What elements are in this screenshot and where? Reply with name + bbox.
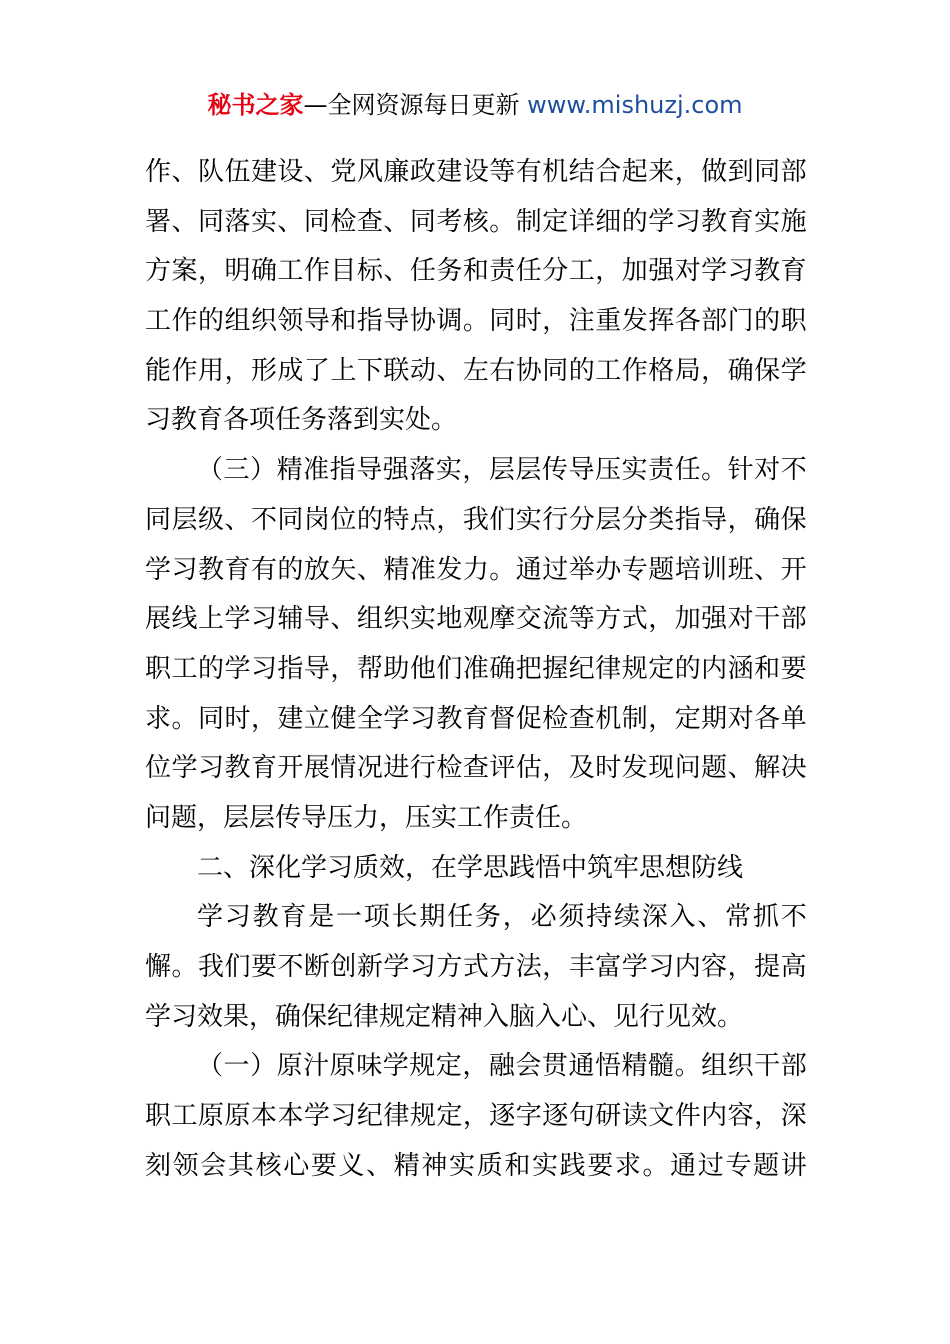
text-line: 署 、 同 落 实 、 同 检 查 、 同 考 核 。 制 定 详 细 的 学 习 教 育 实 施	[145, 206, 807, 237]
text-line: 作 、 队 伍 建 设 、 党 风 廉 政 建 设 等 有 机 结 合 起 来 ， 做 到 同 部	[145, 157, 807, 187]
text-line: 职 工 原 原 本 本 学 习 纪 律 规 定 ， 逐 字 逐 句 研 读 文 件 内 容 ， 深	[145, 1101, 807, 1132]
header-url-link[interactable]: www.mishuzj.com	[527, 91, 743, 119]
text-line: 工 作 的 组 织 领 导 和 指 导 协 调 。 同 时 ， 注 重 发 挥 各 部 门 的 职	[145, 306, 807, 337]
text-line: 懈 。 我 们 要 不 断 创 新 学 习 方 式 方 法 ， 丰 富 学 习 内 容 ， 提 高	[145, 952, 807, 982]
text-line: 方 案 ， 明 确 工 作 目 标 、 任 务 和 责 任 分 工 ， 加 强 对 学 习 教 育	[145, 256, 807, 287]
text-line: 问题，层层传导压力，压实工作责任。	[145, 802, 588, 833]
text-line: 求 。 同 时 ， 建 立 健 全 学 习 教 育 督 促 检 查 机 制 ， 定 期 对 各 单	[145, 703, 807, 734]
text-line: 刻 领 会 其 核 心 要 义 、 精 神 实 质 和 实 践 要 求 。 通 过 专 题 讲	[145, 1150, 807, 1181]
text-line: 习教育各项任务落到实处。	[145, 405, 458, 436]
section-heading-two: 二、深化学习质效，在学思践悟中筑牢思想防线	[197, 852, 744, 883]
text-line: 学 习 教 育 有 的 放 矢 、 精 准 发 力 。 通 过 举 办 专 题 培 训 班 、 开	[145, 554, 807, 585]
text-line: 同 层 级 、 不 同 岗 位 的 特 点 ， 我 们 实 行 分 层 分 类 指 导 ， 确 保	[145, 504, 807, 535]
document-body	[145, 148, 807, 1191]
header-tagline: —全网资源每日更新	[303, 91, 528, 119]
section-heading-three: （ 三 ） 精 准 指 导 强 落 实 ， 层 层 传 导 压 实 责 任 。 针 对 不	[197, 455, 807, 486]
text-line: 学 习 教 育 是 一 项 长 期 任 务 ， 必 须 持 续 深 入 、 常 抓 不	[197, 902, 807, 933]
page-header	[0, 86, 950, 124]
section-heading-one: （ 一 ） 原 汁 原 味 学 规 定 ， 融 会 贯 通 悟 精 髓 。 组 织 干 部	[197, 1051, 807, 1082]
text-line: 能 作 用 ， 形 成 了 上 下 联 动 、 左 右 协 同 的 工 作 格 局 ， 确 保 学	[145, 355, 807, 386]
text-line: 位 学 习 教 育 开 展 情 况 进 行 检 查 评 估 ， 及 时 发 现 问 题 、 解 决	[145, 753, 807, 784]
brand-name: 秘书之家	[207, 91, 304, 119]
text-line: 展 线 上 学 习 辅 导 、 组 织 实 地 观 摩 交 流 等 方 式 ， 加 强 对 干 部	[145, 604, 807, 635]
text-line: 职 工 的 学 习 指 导 ， 帮 助 他 们 准 确 把 握 纪 律 规 定 的 内 涵 和 要	[145, 653, 807, 684]
text-line: 学习效果，确保纪律规定精神入脑入心、见行见效。	[145, 1001, 744, 1032]
